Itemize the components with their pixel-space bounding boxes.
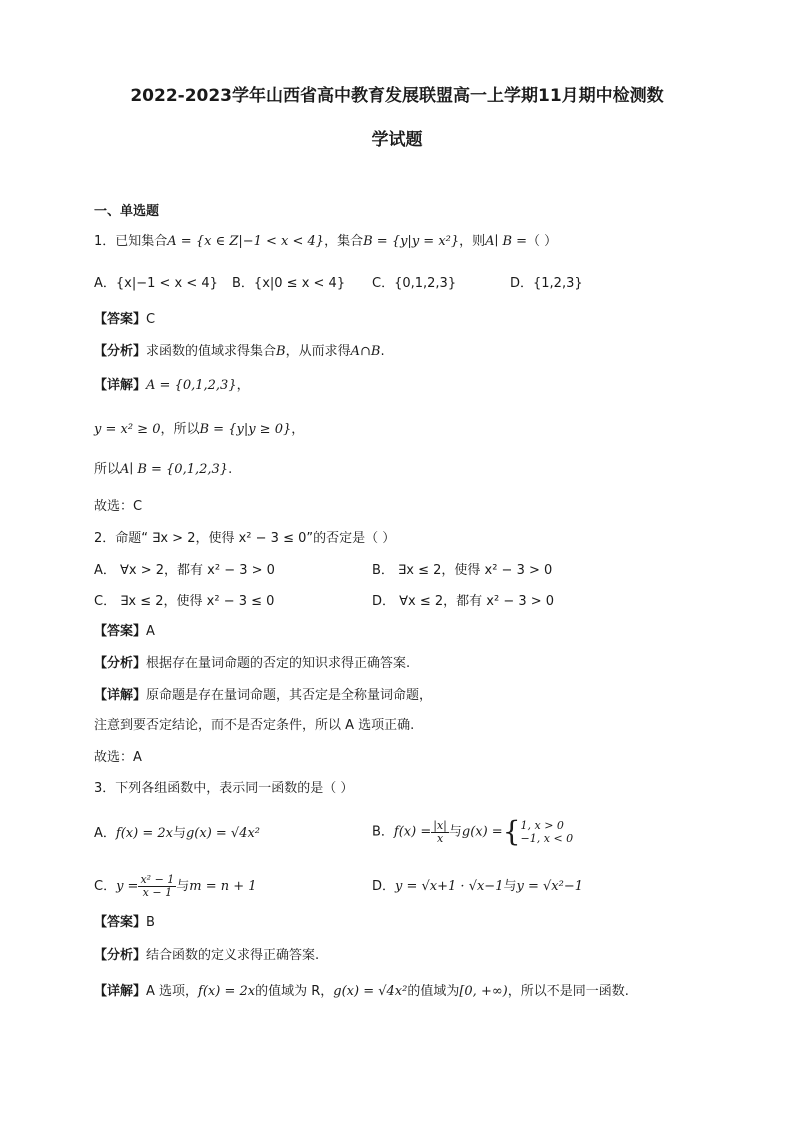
q1-analysis-c: ，从而求得 (285, 344, 351, 359)
q3-option-b (372, 812, 573, 853)
question-1-stem (94, 232, 557, 252)
q1-detail-3c: . (228, 462, 233, 477)
q3-opt-c-num: x² − 1 (140, 873, 175, 886)
detail-tag: 【详解】 (94, 378, 147, 393)
q1-option-a: A．{x|−1 < x < 4} (94, 276, 218, 291)
q3-detail-c: 的值域为 (407, 984, 460, 999)
answer-tag: 【答案】 (94, 312, 147, 327)
q1-analysis (94, 342, 385, 362)
q1-stem-a: 1．已知集合 (94, 234, 168, 249)
q1-set-b: B = {y|y = x²} (363, 234, 460, 249)
q2-choose: 故选：A (94, 750, 142, 765)
q3-answer-value: B (146, 915, 155, 930)
q3-detail (94, 982, 629, 1002)
q1-option-d: D．{1,2,3} (510, 276, 583, 291)
q2-option-d: D． ∀x ≤ 2，都有 x² − 3 > 0 (372, 594, 555, 609)
document-title-line-2: 学试题 (371, 130, 423, 150)
q1-detail-3b: A∣ B = {0,1,2,3} (120, 462, 229, 477)
q3-opt-c-with: 与 (176, 879, 190, 894)
q2-option-a: A． ∀x > 2，都有 x² − 3 > 0 (94, 563, 275, 578)
q3-opt-b-with: 与 (448, 824, 462, 840)
analysis-tag: 【分析】 (94, 656, 147, 671)
q1-set-a: A = {x ∈ Z|−1 < x < 4} (167, 234, 325, 249)
q3-opt-a-with: 与 (172, 826, 186, 841)
q1-detail-line-2 (94, 420, 304, 440)
detail-tag: 【详解】 (94, 688, 147, 703)
q3-option-a (94, 824, 260, 844)
q1-detail-2d: ， (291, 422, 305, 437)
analysis-tag: 【分析】 (94, 344, 147, 359)
q3-opt-d-label: D． (372, 879, 396, 894)
document-title-line-1: 2022-2023学年山西省高中教育发展联盟高一上学期11月期中检测数 (130, 86, 664, 106)
q3-opt-b-case-1: 1, x > 0 (520, 819, 564, 832)
q3-opt-b-fraction (431, 820, 449, 845)
q2-analysis (94, 654, 410, 674)
q2-detail (94, 686, 432, 706)
q3-analysis-text: 结合函数的定义求得正确答案. (146, 948, 320, 963)
q3-detail-b: 的值域为 R， (255, 984, 334, 999)
q2-answer (94, 622, 155, 642)
q3-opt-b-f: f(x) = (393, 824, 432, 840)
q3-detail-g: g(x) = √4x² (333, 984, 408, 999)
q1-analysis-b: B (276, 344, 286, 359)
q1-detail-1: A = {0,1,2,3} (146, 378, 237, 393)
q1-stem-c: ，则 (459, 234, 486, 249)
q1-expr: A∣ B = (485, 234, 528, 249)
q1-analysis-d: A∩B (350, 344, 381, 359)
q1-option-c: C．{0,1,2,3} (372, 276, 457, 291)
q3-analysis (94, 946, 319, 966)
q3-opt-c-fraction (138, 874, 176, 899)
answer-tag: 【答案】 (94, 624, 147, 639)
q2-option-c: C． ∃x ≤ 2，使得 x² − 3 ≤ 0 (94, 594, 275, 609)
q3-opt-b-cases (521, 819, 574, 845)
q1-detail-3a: 所以 (94, 462, 121, 477)
q1-option-b: B．{x|0 ≤ x < 4} (232, 276, 346, 291)
q1-answer (94, 310, 155, 330)
q3-opt-d-with: 与 (503, 879, 517, 894)
q3-opt-d-y: y = √x+1 · √x−1 (395, 879, 504, 894)
q1-analysis-a: 求函数的值域求得集合 (146, 344, 277, 359)
detail-tag: 【详解】 (94, 984, 147, 999)
q1-stem-d: （ ） (527, 234, 558, 249)
q1-detail-1b: ， (236, 378, 250, 393)
q2-answer-value: A (146, 624, 155, 639)
analysis-tag: 【分析】 (94, 948, 147, 963)
q2-detail-1: 原命题是存在量词命题，其否定是全称量词命题， (146, 688, 433, 703)
q3-option-c (94, 872, 257, 902)
q3-opt-b-brace: { (502, 815, 521, 848)
q3-opt-b-num: |x| (433, 818, 447, 832)
q3-detail-d: ，所以不是同一函数. (507, 984, 629, 999)
q3-opt-a-label: A． (94, 826, 116, 841)
q1-choose: 故选：C (94, 499, 143, 514)
q3-opt-a-f: f(x) = 2x (115, 826, 173, 841)
q3-answer (94, 913, 155, 933)
q3-detail-f: f(x) = 2x (198, 984, 256, 999)
section-heading: 一、单选题 (94, 204, 160, 219)
q3-opt-a-g: g(x) = √4x² (185, 826, 261, 841)
question-3-stem: 3．下列各组函数中，表示同一函数的是（ ） (94, 781, 354, 796)
q1-answer-value: C (146, 312, 156, 327)
q3-opt-c-m: m = n + 1 (189, 879, 257, 894)
q2-detail-line-2: 注意到要否定结论，而不是否定条件，所以 A 选项正确. (94, 718, 415, 733)
q2-option-b: B． ∃x ≤ 2，使得 x² − 3 > 0 (372, 563, 553, 578)
q3-opt-c-label: C． (94, 879, 117, 894)
q1-stem-b: ，集合 (324, 234, 364, 249)
q1-detail-line-3 (94, 460, 232, 480)
q1-analysis-e: . (380, 344, 385, 359)
q1-detail-2b: ，所以 (160, 422, 200, 437)
q3-opt-c-den: x − 1 (142, 886, 173, 899)
answer-tag: 【答案】 (94, 915, 147, 930)
q3-detail-range: [0, +∞) (459, 984, 508, 999)
q2-analysis-text: 根据存在量词命题的否定的知识求得正确答案. (146, 656, 411, 671)
q3-opt-b-g: g(x) = (461, 824, 503, 840)
q3-detail-a: A 选项， (146, 984, 199, 999)
q3-opt-c-y: y = (116, 879, 139, 894)
q3-opt-b-label: B． (372, 824, 394, 840)
q3-opt-b-case-2: −1, x < 0 (520, 832, 574, 845)
q3-opt-d-y2: y = √x²−1 (516, 879, 583, 894)
q1-detail-2c: B = {y|y ≥ 0} (199, 422, 292, 437)
q1-detail-2a: y = x² ≥ 0 (94, 422, 161, 437)
q3-option-d (372, 877, 583, 897)
q3-opt-b-den: x (436, 831, 444, 845)
question-2-stem: 2．命题“ ∃x > 2，使得 x² − 3 ≤ 0”的否定是（ ） (94, 531, 396, 546)
q1-detail (94, 376, 250, 396)
